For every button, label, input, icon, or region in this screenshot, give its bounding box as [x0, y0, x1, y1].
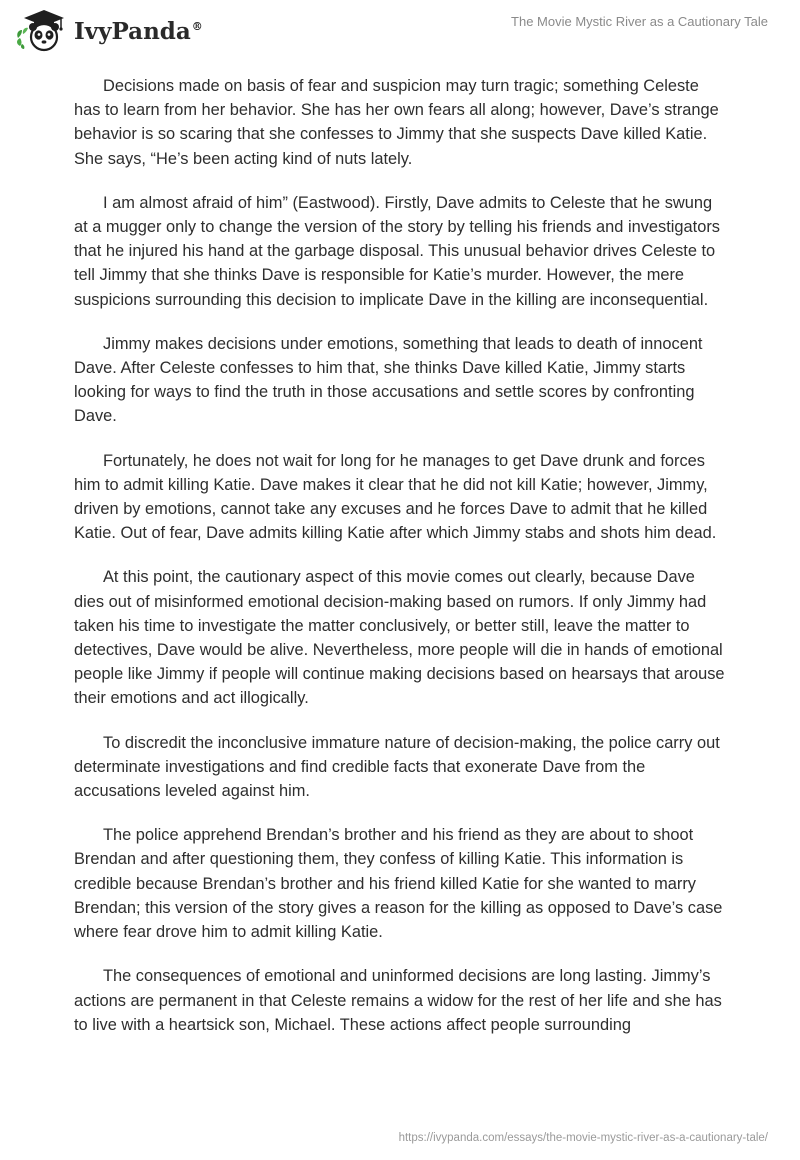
ivypanda-logo[interactable] — [14, 8, 203, 52]
registered-mark: ® — [191, 19, 203, 33]
paragraph: Jimmy makes decisions under emotions, something that leads to death of innocent Dave. After Celeste confesses to him that, she thinks Dave killed Katie, Jimmy starts looking for ways to find the truth in those accusations and settle scores by confronting Dave. — [74, 334, 703, 426]
paragraph: Fortunately, he does not wait for long for he manages to get Dave drunk and forces him to admit killing Katie. Dave makes it clear that he did not kill Katie; however, Jimmy, driven by emotions, cannot take any excuses and he forces Dave to admit that he killed Katie. Out of fear, Dave admits killing Katie after which Jimmy stabs and shots him dead. — [74, 451, 717, 543]
panda-graduation-icon — [14, 8, 68, 52]
source-url[interactable]: https://ivypanda.com/essays/the-movie-mystic-river-as-a-cautionary-tale/ — [398, 1132, 768, 1144]
page-header — [0, 0, 800, 60]
document-title: The Movie Mystic River as a Cautionary Tale — [511, 14, 768, 29]
paragraph: I am almost afraid of him” (Eastwood). Firstly, Dave admits to Celeste that he swung at a mugger only to change the version of the story by telling his friends and investigators that he injured his hand at the garbage disposal. This unusual behavior drives Celeste to tell Jimmy that she thinks Dave is responsible for Katie’s murder. However, the mere suspicions surrounding this decision to implicate Dave in the killing are inconsequential. — [74, 193, 720, 309]
paragraph: At this point, the cautionary aspect of this movie comes out clearly, because Dave dies out of misinformed emotional decision-making based on rumors. If only Jimmy had taken his time to investigate the matter conclusively, or better still, leave the matter to detectives, Dave would be alive. Nevertheless, more people will die in hands of emotional people like Jimmy if people will continue making decisions based on hearsays that arouse their emotions and act illogically. — [74, 568, 725, 708]
paragraph: The consequences of emotional and uninformed decisions are long lasting. Jimmy’s actions are permanent in that Celeste remains a widow for the rest of her life and she has to live with a heartsick son, Michael. These actions affect people surrounding — [74, 967, 722, 1034]
paragraph: Decisions made on basis of fear and suspicion may turn tragic; something Celeste has to learn from her behavior. She has her own fears all along; however, Dave’s strange behavior is so scaring that she confesses to Jimmy that she suspects Dave killed Katie. She says, “He’s been acting kind of nuts lately. — [74, 77, 719, 168]
paragraph: To discredit the inconclusive immature nature of decision-making, the police carry out determinate investigations and find credible facts that exonerate Dave from the accusations leveled against him. — [74, 733, 720, 801]
paragraph: The police apprehend Brendan’s brother and his friend as they are about to shoot Brendan and after questioning them, they confess of killing Katie. This information is credible because Brendan’s brother and his friend killed Katie for she wanted to marry Brendan; this version of the story gives a reason for the killing as opposed to Dave’s case where fear drove him to admit killing Katie. — [74, 826, 723, 942]
brand-name: IvyPanda® — [74, 17, 203, 45]
essay-body — [74, 74, 728, 1057]
